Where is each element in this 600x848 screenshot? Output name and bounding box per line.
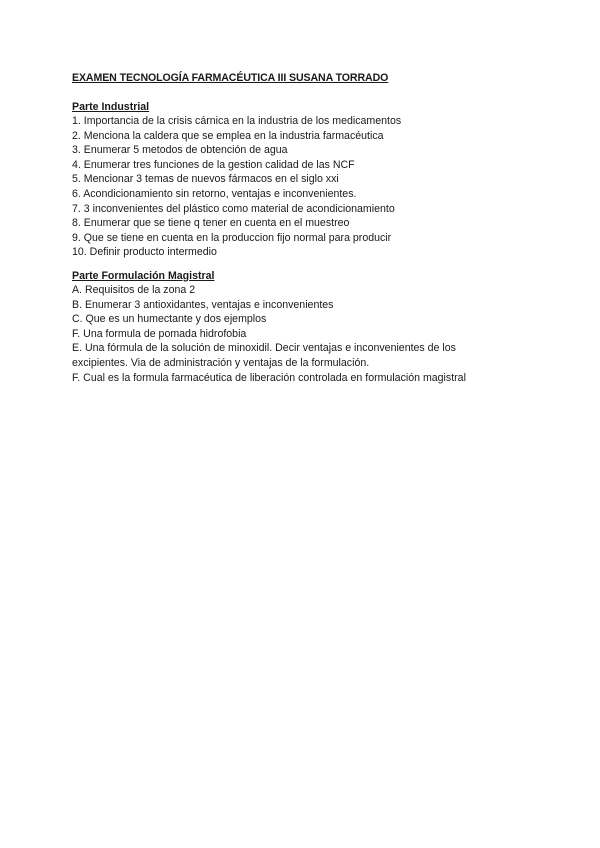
list-item: 9. Que se tiene en cuenta en la produccion fijo normal para producir	[72, 231, 392, 244]
list-item: 1. Importancia de la crisis cárnica en la industria de los medicamentos	[72, 115, 402, 127]
section-heading: Parte Industrial	[72, 101, 150, 113]
list-item: 3. Enumerar 5 metodos de obtención de agua	[72, 144, 288, 157]
list-item: B. Enumerar 3 antioxidantes, ventajas e inconvenientes	[72, 298, 334, 311]
list-item: C. Que es un humectante y dos ejemplos	[72, 313, 267, 326]
list-item: 4. Enumerar tres funciones de la gestion calidad de las NCF	[72, 158, 355, 171]
list-item: E. Una fórmula de la solución de minoxidil. Decir ventajas e inconvenientes de los excipientes. Via de administración y ventajas de la formulación.	[72, 342, 456, 369]
list-item: F. Cual es la formula farmacéutica de liberación controlada en formulación magistral	[72, 371, 466, 384]
section-heading: Parte Formulación Magistral	[72, 269, 215, 282]
list-item: A. Requisitos de la zona 2	[72, 283, 196, 296]
list-item: 10. Definir producto intermedio	[72, 246, 217, 259]
list-item: 8. Enumerar que se tiene q tener en cuenta en el muestreo	[72, 217, 350, 230]
section-parte-industrial	[72, 100, 512, 260]
list-item: 5. Mencionar 3 temas de nuevos fármacos en el siglo xxi	[72, 173, 339, 186]
list-item: F. Una formula de pomada hidrofobia	[72, 327, 247, 340]
list-item: 6. Acondicionamiento sin retorno, ventajas e inconvenientes.	[72, 187, 357, 200]
list-item: 7. 3 inconvenientes del plástico como material de acondicionamiento	[72, 202, 395, 215]
section-parte-formulacion-magistral	[72, 269, 512, 385]
list-item: 2. Menciona la caldera que se emplea en la industria farmacéutica	[72, 129, 384, 142]
document-content	[72, 71, 512, 385]
document-title: EXAMEN TECNOLOGÍA FARMACÉUTICA III SUSANA TORRADO	[72, 72, 389, 84]
